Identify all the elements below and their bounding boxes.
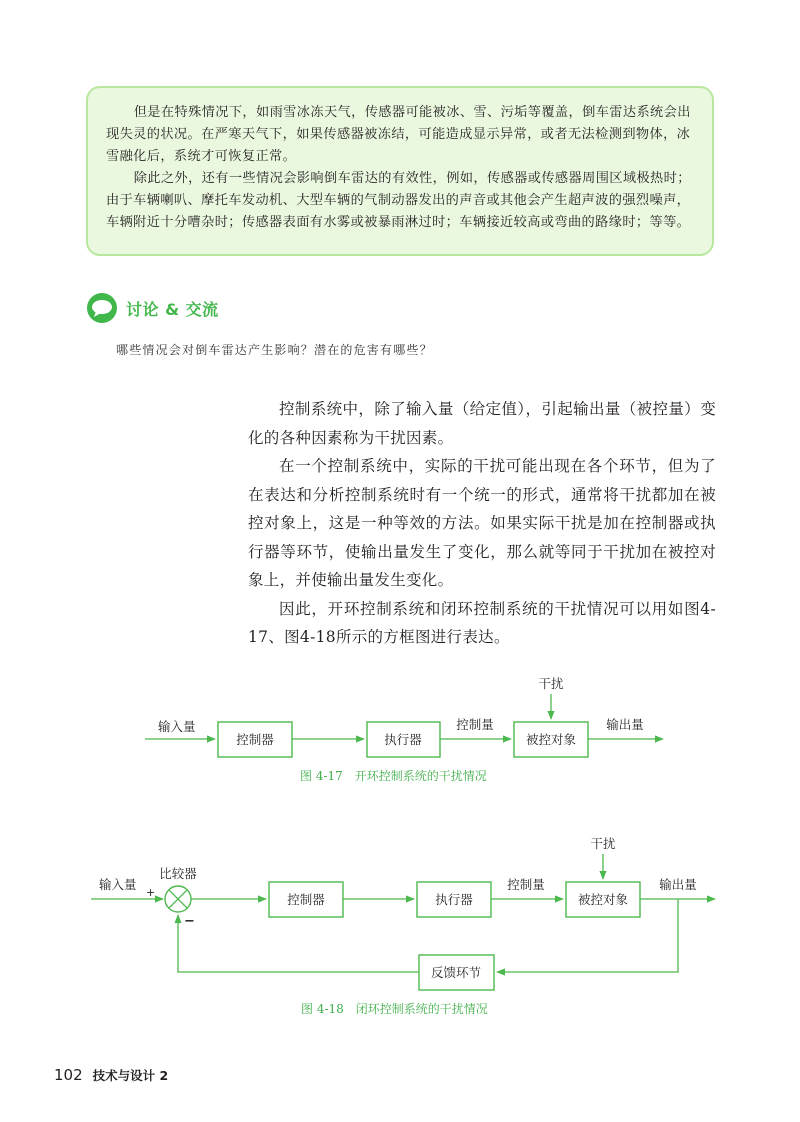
actuator-label: 执行器 xyxy=(384,732,422,747)
plant-label: 被控对象 xyxy=(525,732,577,747)
book-title: 技术与设计 2 xyxy=(92,1068,169,1083)
discussion-title: 讨论 & 交流 xyxy=(126,299,219,319)
plant-label: 被控对象 xyxy=(577,892,629,907)
note-paragraph-2: 除此之外，还有一些情况会影响倒车雷达的有效性，例如，传感器或传感器周围区域极热时；由于车辆喇叭、摩托车发动机、大型车辆的气制动器发出的声音或其他会产生超声波的强烈噪声，车辆附近十分嘈杂时；传感器表面有水雾或被暴雨淋过时；车辆接近较高或弯曲的路缘时；等等。 xyxy=(106,171,691,230)
body-paragraph-1: 控制系统中，除了输入量（给定值），引起输出量（被控量）变化的各种因素称为干扰因素。 xyxy=(248,400,716,447)
discussion-question: 哪些情况会对倒车雷达产生影响？潜在的危害有哪些？ xyxy=(116,343,433,357)
feedback-to-comparator-arrow xyxy=(178,915,419,972)
disturbance-label: 干扰 xyxy=(590,836,616,851)
plus-sign: + xyxy=(146,886,156,899)
figure-4-17-caption: 图 4-17 开环控制系统的干扰情况 xyxy=(300,769,487,783)
comparator-symbol xyxy=(165,886,191,912)
body-paragraph-2: 在一个控制系统中，实际的干扰可能出现在各个环节，但为了在表达和分析控制系统时有一个统一的形式，通常将干扰都加在被控对象上，这是一种等效的方法。如果实际干扰是加在控制器或执行器等环节，使输出量发生了变化，那么就等同于干扰加在被控对象上，并使输出量发生变化。 xyxy=(248,457,716,589)
figure-4-17-open-loop-diagram xyxy=(145,676,663,783)
input-label: 输入量 xyxy=(99,877,137,892)
disturbance-label: 干扰 xyxy=(538,676,564,691)
control-quantity-label: 控制量 xyxy=(456,717,494,732)
controller-label: 控制器 xyxy=(236,732,274,747)
note-paragraph-1: 但是在特殊情况下，如雨雪冰冻天气，传感器可能被冰、雪、污垢等覆盖，倒车雷达系统会出现失灵的状况。在严寒天气下，如果传感器被冻结，可能造成显示异常，或者无法检测到物体，冰雪融化后，系统才可恢复正常。 xyxy=(106,105,691,164)
body-paragraph-3: 因此，开环控制系统和闭环控制系统的干扰情况可以用如图4-17、图4-18所示的方框图进行表达。 xyxy=(248,599,716,646)
output-label: 输出量 xyxy=(659,877,697,892)
feedback-label: 反馈环节 xyxy=(430,965,482,980)
figure-4-18-closed-loop-diagram xyxy=(91,836,715,1016)
actuator-label: 执行器 xyxy=(435,892,473,907)
figure-4-18-caption: 图 4-18 闭环控制系统的干扰情况 xyxy=(301,1002,488,1016)
input-label: 输入量 xyxy=(158,719,196,734)
control-quantity-label: 控制量 xyxy=(507,877,545,892)
controller-label: 控制器 xyxy=(287,892,325,907)
minus-sign: − xyxy=(184,914,195,929)
output-label: 输出量 xyxy=(606,717,644,732)
comparator-label: 比较器 xyxy=(159,866,197,881)
page-number: 102 xyxy=(54,1066,83,1084)
page-footer xyxy=(54,1066,168,1084)
